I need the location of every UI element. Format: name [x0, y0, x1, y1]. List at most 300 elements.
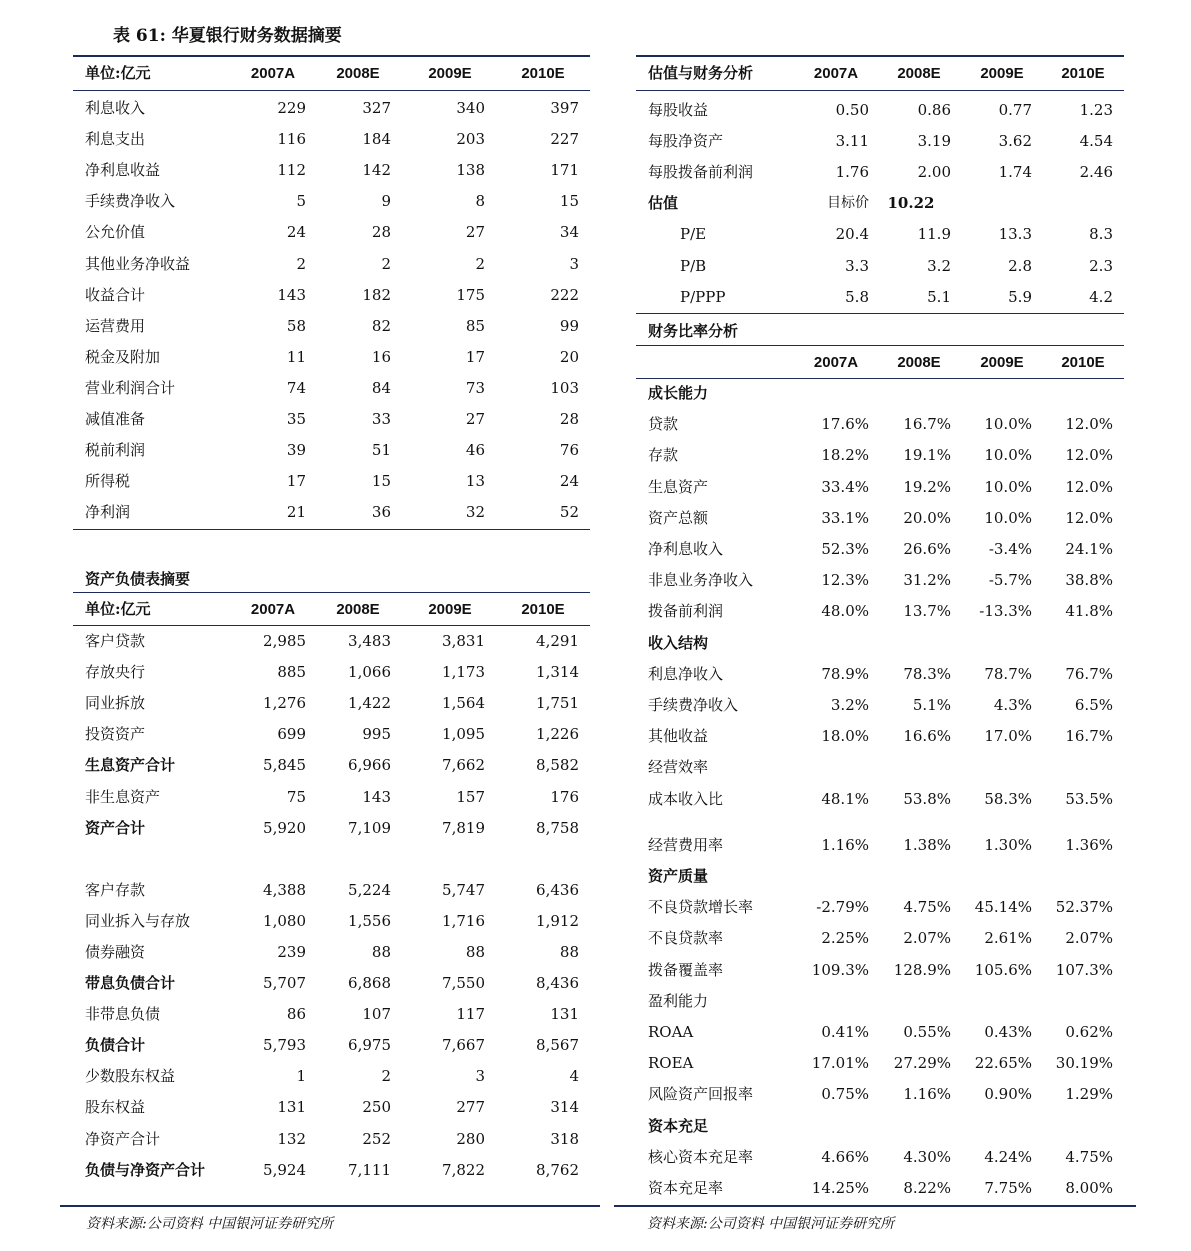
cell-value: 17.0% — [984, 727, 1032, 746]
cell-value: 1.23 — [1079, 101, 1113, 119]
header-year: 2008E — [897, 354, 941, 371]
cell-value: 7,822 — [442, 1160, 485, 1179]
cell-value: 250 — [362, 1098, 391, 1117]
row-label: 经营效率 — [648, 758, 709, 777]
cell-value: 0.75% — [821, 1085, 869, 1104]
cell-value: 76.7% — [1065, 664, 1113, 683]
cell-value: 314 — [550, 1098, 579, 1117]
row-label: 生息资产 — [648, 477, 709, 496]
cell-value: -13.3% — [979, 602, 1032, 621]
cell-value: 52 — [559, 503, 579, 522]
cell-value: 17 — [286, 472, 306, 491]
cell-value: 88 — [559, 942, 579, 961]
cell-value: 4.75% — [1065, 1147, 1113, 1166]
cell-value: 8.3 — [1089, 225, 1113, 244]
cell-value: 5,707 — [263, 974, 306, 992]
cell-value: 4.30% — [903, 1147, 951, 1166]
cell-value: 17.6% — [821, 415, 869, 434]
cell-value: 109.3% — [811, 960, 869, 979]
row-label: 利息净收入 — [648, 664, 724, 683]
header-label: 估值与财务分析 — [648, 64, 754, 82]
table-row — [636, 659, 1124, 690]
cell-value: 699 — [277, 725, 306, 744]
cell-value: 21 — [286, 503, 306, 522]
table-row — [73, 342, 590, 373]
cell-value: 2,985 — [263, 632, 306, 650]
row-label: 收益合计 — [85, 285, 146, 304]
cell-value: 17 — [465, 347, 485, 366]
cell-value: 8,762 — [536, 1160, 579, 1179]
header-year: 2010E — [521, 601, 565, 618]
cell-value: 8.00% — [1065, 1179, 1113, 1197]
row-label: 资产总额 — [648, 508, 709, 527]
cell-value: 131 — [277, 1098, 306, 1117]
cell-value: 28 — [559, 410, 579, 428]
header-year: 2007A — [813, 354, 859, 371]
cell-value: 88 — [371, 942, 391, 961]
cell-value: 24 — [559, 472, 579, 491]
table-title: 表 61: 华夏银行财务数据摘要 — [113, 26, 342, 46]
table-row — [73, 813, 590, 844]
header-year: 2008E — [336, 601, 380, 618]
cell-value: 184 — [362, 130, 391, 149]
cell-value: 11.9 — [917, 225, 951, 244]
table-row — [73, 906, 590, 937]
table-row — [636, 1017, 1124, 1048]
row-label: 不良贷款率 — [648, 929, 724, 948]
ratios-section-title: 财务比率分析 — [648, 322, 739, 340]
cell-value: 4.54 — [1079, 132, 1113, 151]
cell-value: 20 — [559, 347, 579, 366]
table-row — [73, 186, 590, 217]
cell-value: 3 — [475, 1067, 485, 1086]
cell-value: 4.3% — [993, 696, 1032, 714]
cell-value: 6.5% — [1074, 696, 1113, 714]
cell-value: 16 — [371, 347, 391, 366]
cell-value: 24 — [286, 223, 306, 242]
cell-value: 5,845 — [263, 756, 306, 775]
cell-value: 1,080 — [263, 911, 306, 930]
cell-value: 11 — [286, 347, 306, 366]
cell-value: 7.75% — [984, 1179, 1032, 1197]
table-row — [636, 628, 1124, 659]
header-year: 2007A — [250, 65, 296, 82]
cell-value: 12.0% — [1065, 415, 1113, 434]
cell-value: 117 — [456, 1005, 485, 1024]
cell-value: 33.4% — [821, 477, 869, 496]
header-year: 2008E — [336, 65, 380, 82]
cell-value: 171 — [550, 161, 579, 180]
row-label: 存放央行 — [85, 663, 146, 682]
cell-value: 4.24% — [984, 1147, 1032, 1166]
header-year: 2009E — [980, 65, 1024, 82]
cell-value: 7,667 — [442, 1036, 485, 1055]
cell-value: 157 — [456, 787, 485, 806]
cell-value: 48.1% — [821, 789, 869, 808]
cell-value: 78.3% — [903, 664, 951, 683]
cell-value: 3,483 — [348, 632, 391, 650]
cell-value: 103 — [550, 378, 579, 397]
cell-value: 34 — [559, 223, 579, 242]
cell-value: 13.3 — [998, 225, 1032, 244]
row-label: 成本收入比 — [648, 789, 724, 808]
cell-value: 12.0% — [1065, 508, 1113, 527]
cell-value: 1.16% — [821, 835, 869, 854]
table-row — [73, 968, 590, 999]
cell-value: 142 — [362, 161, 391, 180]
cell-value: 5,747 — [442, 880, 485, 899]
row-label: 净利息收益 — [85, 161, 161, 180]
header-year: 2010E — [1061, 65, 1105, 82]
cell-value: 1,276 — [263, 694, 306, 713]
cell-value: 10.22 — [887, 194, 935, 213]
cell-value: 107.3% — [1055, 960, 1113, 979]
cell-value: 8.22% — [903, 1179, 951, 1197]
row-label: 收入结构 — [648, 633, 709, 652]
table-row — [636, 690, 1124, 721]
row-label: 投资资产 — [85, 725, 146, 744]
table-row — [73, 782, 590, 813]
cell-value: 112 — [277, 161, 306, 180]
row-label: ROAA — [648, 1023, 694, 1041]
table-row — [73, 497, 590, 528]
cell-value: 182 — [362, 285, 391, 304]
cell-value: 12.0% — [1065, 446, 1113, 465]
table-row — [73, 404, 590, 435]
cell-value: 52.3% — [821, 540, 869, 558]
table-row — [73, 93, 590, 124]
row-label: 营业利润合计 — [85, 378, 176, 397]
income-top-rule — [73, 55, 590, 57]
cell-value: 74 — [286, 378, 306, 397]
table-row — [73, 750, 590, 781]
cell-value: 0.86 — [917, 101, 951, 119]
cell-value: 318 — [550, 1129, 579, 1148]
table-row — [636, 892, 1124, 923]
ratios-header — [636, 347, 1124, 378]
row-label: 负债合计 — [85, 1036, 146, 1055]
cell-value: 8,436 — [536, 974, 579, 992]
cell-value: 1.74 — [998, 163, 1032, 182]
row-label: 利息收入 — [85, 99, 146, 117]
row-label: 资本充足 — [648, 1116, 709, 1135]
cell-value: 12.0% — [1065, 477, 1113, 496]
row-label: ROEA — [648, 1054, 694, 1073]
row-label: 净利润 — [85, 503, 131, 522]
cell-value: 2.07% — [903, 929, 951, 948]
cell-value: 53.8% — [903, 789, 951, 808]
cell-value: 1.36% — [1065, 835, 1113, 854]
cell-value: 1.38% — [903, 835, 951, 854]
table-row — [73, 1124, 590, 1155]
row-label: 负债与净资产合计 — [85, 1160, 206, 1179]
cell-value: 13.7% — [903, 602, 951, 621]
cell-value: 1.30% — [984, 835, 1032, 854]
cell-value: 0.62% — [1065, 1023, 1113, 1041]
row-label: 拨备前利润 — [648, 602, 724, 621]
row-label: 每股收益 — [648, 101, 709, 119]
balance-header — [73, 594, 590, 625]
header-year: 2008E — [897, 65, 941, 82]
cell-value: 6,868 — [348, 974, 391, 992]
cell-value: 6,436 — [536, 880, 579, 899]
table-row — [636, 596, 1124, 627]
table-row — [73, 373, 590, 404]
cell-value: 2.46 — [1079, 163, 1113, 182]
row-label: 同业拆入与存放 — [85, 911, 191, 930]
valuation-bottom-rule — [636, 313, 1124, 314]
table-row — [73, 626, 590, 657]
table-row — [636, 219, 1124, 250]
source-note-left: 资料来源:公司资料 中国银河证券研究所 — [86, 1216, 334, 1232]
left-column — [73, 0, 590, 1251]
cell-value: -2.79% — [816, 898, 869, 917]
row-label: 净资产合计 — [85, 1129, 161, 1148]
cell-value: 3.3 — [845, 256, 869, 275]
cell-value: 84 — [371, 378, 391, 397]
row-label: P/B — [680, 256, 707, 275]
cell-value: 19.2% — [903, 477, 951, 496]
row-label: 其他业务净收益 — [85, 254, 191, 273]
cell-value: 32 — [465, 503, 485, 522]
table-row — [73, 249, 590, 280]
cell-value: 51 — [371, 441, 391, 460]
header-year: 2007A — [250, 601, 296, 618]
table-row — [73, 657, 590, 688]
cell-value: 2.61% — [984, 929, 1032, 948]
table-row — [73, 999, 590, 1030]
row-label: P/E — [680, 225, 707, 244]
row-label: 资本充足率 — [648, 1179, 724, 1197]
row-label: 所得税 — [85, 472, 131, 491]
cell-value: 58 — [286, 316, 306, 335]
cell-value: 239 — [277, 942, 306, 961]
cell-value: 39 — [286, 441, 306, 460]
cell-value: 222 — [550, 285, 579, 304]
income-header-rule — [73, 90, 590, 91]
row-label: 资产合计 — [85, 818, 146, 837]
cell-value: 10.0% — [984, 415, 1032, 434]
cell-value: 143 — [277, 285, 306, 304]
cell-value: 35 — [286, 410, 306, 428]
row-label: 资产质量 — [648, 867, 709, 885]
cell-value: 8,758 — [536, 818, 579, 837]
source-note-right: 资料来源:公司资料 中国银河证券研究所 — [647, 1216, 895, 1232]
header-year: 2009E — [428, 65, 472, 82]
row-label: 每股拨备前利润 — [648, 163, 754, 182]
cell-value: 27 — [465, 223, 485, 242]
cell-value: 2.07% — [1065, 929, 1113, 948]
cell-value: 1 — [296, 1067, 306, 1086]
cell-value: 1,912 — [536, 911, 579, 930]
table-row — [636, 440, 1124, 471]
cell-value: 48.0% — [821, 602, 869, 621]
cell-value: 4.75% — [903, 898, 951, 917]
cell-value: 8,567 — [536, 1036, 579, 1055]
table-row — [73, 155, 590, 186]
cell-value: 52.37% — [1055, 898, 1113, 917]
valuation-header — [636, 58, 1124, 89]
table-row — [636, 409, 1124, 440]
cell-value: 8 — [475, 192, 485, 211]
cell-value: -5.7% — [988, 571, 1032, 590]
cell-value: 16.7% — [903, 415, 951, 434]
cell-value: 28 — [371, 223, 391, 242]
cell-value: 0.90% — [984, 1085, 1032, 1104]
row-label: 核心资本充足率 — [648, 1147, 754, 1166]
cell-value: 2.8 — [1008, 256, 1032, 275]
row-label: 成长能力 — [648, 384, 709, 402]
footer-rule-right — [614, 1205, 1136, 1207]
row-label: 其他收益 — [648, 727, 709, 746]
cell-value: 30.19% — [1055, 1054, 1113, 1073]
cell-value: 5.1% — [912, 696, 951, 714]
row-label: 非生息资产 — [85, 787, 161, 806]
table-row — [73, 311, 590, 342]
cell-value: 1,173 — [442, 663, 485, 682]
cell-value: 18.0% — [821, 727, 869, 746]
table-row — [636, 378, 1124, 409]
cell-value: 46 — [465, 441, 485, 460]
row-label: 盈利能力 — [648, 991, 709, 1010]
cell-value: 22.65% — [974, 1054, 1032, 1073]
cell-value: 9 — [381, 192, 391, 211]
table-row — [73, 719, 590, 750]
table-row — [636, 157, 1124, 188]
cell-value: 58.3% — [984, 789, 1032, 808]
table-row — [636, 861, 1124, 892]
cell-value: 2 — [381, 1067, 391, 1086]
table-row — [73, 1030, 590, 1061]
cell-value: 5.1 — [927, 287, 951, 306]
cell-value: 0.77 — [998, 101, 1032, 119]
cell-value: 8,582 — [536, 756, 579, 775]
table-row — [636, 752, 1124, 783]
cell-value: 1,564 — [442, 694, 485, 713]
cell-value: 5,924 — [263, 1160, 306, 1179]
cell-value: 53.5% — [1065, 789, 1113, 808]
cell-value: 85 — [465, 316, 485, 335]
table-row — [636, 1079, 1124, 1110]
cell-value: 4.2 — [1089, 287, 1113, 306]
cell-value: 995 — [362, 725, 391, 744]
row-label: 客户存款 — [85, 880, 146, 899]
cell-value: 2 — [475, 254, 485, 273]
row-label: 税金及附加 — [85, 347, 161, 366]
table-row — [636, 282, 1124, 313]
cell-value: 78.7% — [984, 664, 1032, 683]
row-label: 经营费用率 — [648, 835, 724, 854]
cell-value: 1.29% — [1065, 1085, 1113, 1104]
cell-value: 12.3% — [821, 571, 869, 590]
cell-value: 4 — [569, 1067, 579, 1086]
row-label: 非息业务净收入 — [648, 571, 754, 590]
cell-value: 1,422 — [348, 694, 391, 713]
cell-value: 6,975 — [348, 1036, 391, 1055]
cell-value: 20.0% — [903, 508, 951, 527]
cell-value: 20.4 — [835, 225, 869, 244]
header-year: 2010E — [1061, 354, 1105, 371]
income-header — [73, 58, 590, 89]
cell-value: 27 — [465, 410, 485, 428]
table-row — [636, 534, 1124, 565]
table-row — [636, 1048, 1124, 1079]
table-row — [636, 565, 1124, 596]
cell-value: 45.14% — [974, 898, 1032, 917]
row-label: 拨备覆盖率 — [648, 960, 724, 979]
right-column — [636, 0, 1124, 1251]
table-row — [636, 1173, 1124, 1204]
header-label: 单位:亿元 — [85, 600, 151, 618]
cell-value: 131 — [550, 1005, 579, 1024]
row-label: 手续费净收入 — [85, 192, 176, 211]
table-row — [636, 784, 1124, 815]
cell-value: 0.50 — [835, 101, 869, 119]
table-row — [636, 472, 1124, 503]
cell-value: 3.19 — [917, 132, 951, 151]
cell-value: 2.25% — [821, 929, 869, 948]
cell-value: 16.6% — [903, 727, 951, 746]
cell-value: 38.8% — [1065, 571, 1113, 590]
cell-value: 5,793 — [263, 1036, 306, 1055]
cell-value: 16.7% — [1065, 727, 1113, 746]
row-label: 贷款 — [648, 415, 679, 434]
row-label: 生息资产合计 — [85, 756, 176, 775]
cell-value: 3.62 — [998, 132, 1032, 151]
table-row — [73, 937, 590, 968]
cell-value: 5 — [296, 192, 306, 211]
cell-value: 885 — [277, 663, 306, 682]
row-label: 估值 — [648, 194, 679, 213]
cell-value: 18.2% — [821, 446, 869, 465]
cell-value: 73 — [465, 378, 485, 397]
cell-value: 277 — [456, 1098, 485, 1117]
cell-value: 5.9 — [1008, 287, 1032, 306]
cell-value: 15 — [371, 472, 391, 491]
cell-value: 目标价 — [827, 195, 869, 212]
table-row — [73, 1155, 590, 1186]
cell-value: 2 — [381, 254, 391, 273]
cell-value: 2.00 — [917, 163, 951, 182]
row-label: 同业拆放 — [85, 694, 146, 713]
cell-value: 7,109 — [348, 818, 391, 837]
cell-value: 19.1% — [903, 446, 951, 465]
table-row — [636, 923, 1124, 954]
cell-value: 397 — [550, 99, 579, 117]
row-label: 运营费用 — [85, 316, 146, 335]
table-row — [73, 435, 590, 466]
table-row — [73, 466, 590, 497]
row-label: 利息支出 — [85, 130, 146, 149]
cell-value: 76 — [559, 441, 579, 460]
cell-value: 175 — [456, 285, 485, 304]
table-row — [73, 1092, 590, 1123]
cell-value: 2 — [296, 254, 306, 273]
income-bottom-rule — [73, 529, 590, 530]
cell-value: 4,388 — [263, 880, 306, 899]
cell-value: 17.01% — [811, 1054, 869, 1073]
cell-value: 7,111 — [348, 1160, 391, 1179]
cell-value: 75 — [286, 787, 306, 806]
cell-value: 176 — [550, 787, 579, 806]
cell-value: 3.2% — [830, 696, 869, 714]
cell-value: 1,556 — [348, 911, 391, 930]
cell-value: 5,920 — [263, 818, 306, 837]
row-label: 少数股东权益 — [85, 1067, 176, 1086]
table-row — [73, 124, 590, 155]
header-year: 2009E — [980, 354, 1024, 371]
cell-value: 105.6% — [974, 960, 1032, 979]
